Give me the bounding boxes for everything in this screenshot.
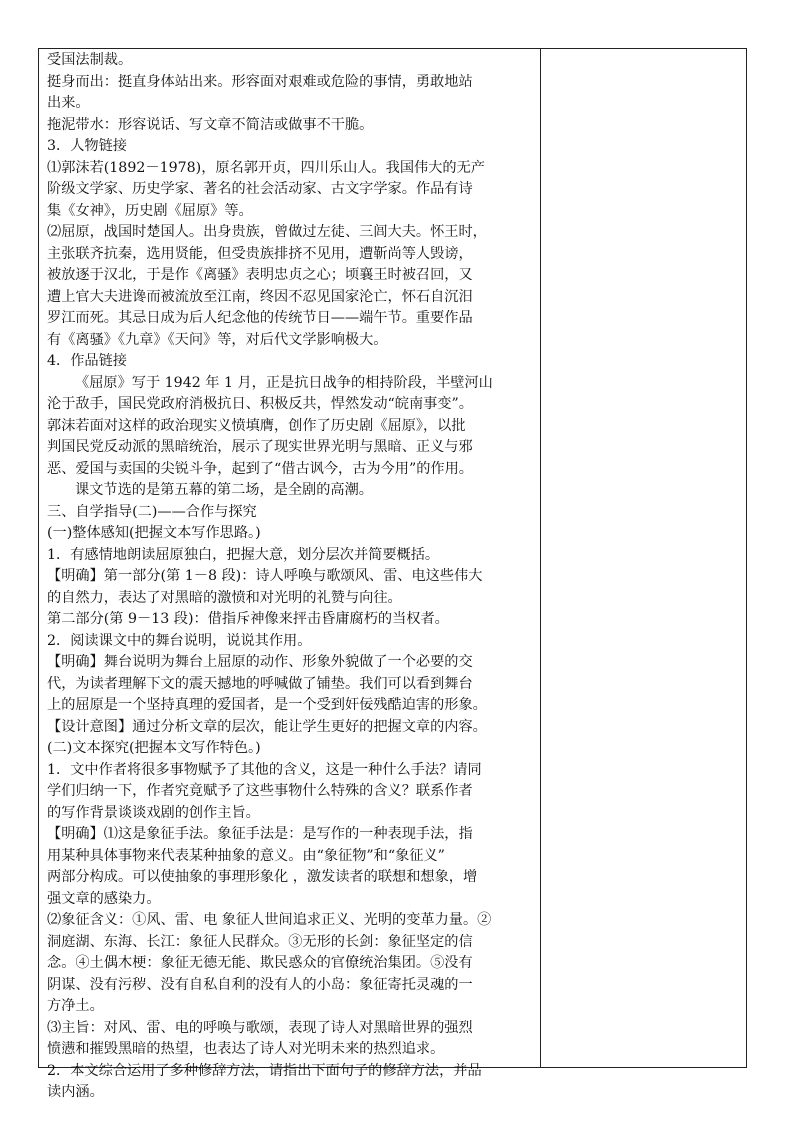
text-line: 阴谋、没有污秽、没有自私自利的没有人的小岛：象征寄托灵魂的一 [47,976,473,993]
text-line: (二)文本探究(把握本文写作特色。) [47,740,261,756]
text-line: 2．本文综合运用了多种修辞方法，请指出下面句子的修辞方法，并品 [47,1062,482,1079]
text-line: 受国法制裁。 [47,52,133,68]
text-line: 【设计意图】通过分析文章的层次，能让学生更好的把握文章的内容。 [47,718,487,735]
text-line: 遭上官大夫进谗而被流放至江南，终因不忍见国家沦亡，怀石自沉汨 [47,288,473,305]
text-line: 【明确】第一部分(第 1－8 段)：诗人呼唤与歌颂风、雷、电这些伟大 [47,568,483,584]
text-line: 用某种具体事物来代表某种抽象的意义。由“象征物”和“象征义” [47,847,445,864]
text-line: 1．有感情地朗读屈原独白，把握大意，划分层次并简要概括。 [47,546,440,563]
text-line: 读内涵。 [47,1084,104,1100]
text-line: ⑶主旨：对风、雷、电的呼唤与歌颂，表现了诗人对黑暗世界的强烈 [47,1019,473,1036]
text-line: 学们归纳一下，作者究竟赋予了这些事物什么特殊的含义？联系作者 [47,783,473,799]
content-cell [39,49,541,1100]
text-line: 罗江而死。其忌日成为后人纪念他的传统节日——端午节。重要作品 [47,310,473,326]
text-line: 【明确】舞台说明为舞台上屈原的动作、形象外貌做了一个必要的交 [47,654,473,670]
text-line: 上的屈原是一个坚持真理的爱国者，是一个受到奸佞残酷迫害的形象。 [47,697,487,713]
text-line: 4．作品链接 [47,353,127,369]
text-line: 3．人物链接 [47,138,127,154]
text-line: 代，为读者理解下文的震天撼地的呼喊做了铺垫。我们可以看到舞台 [47,675,473,692]
text-line: 郭沫若面对这样的政治现实义愤填膺，创作了历史剧《屈原》，以批 [47,417,466,434]
text-line: 判国民党反动派的黑暗统治，展示了现实世界光明与黑暗、正义与邪 [47,439,473,455]
text-line: 挺身而出：挺直身体站出来。形容面对艰难或危险的事情，勇敢地站 [47,73,473,90]
text-line: ⑵象征含义：①风、雷、电 象征人世间追求正义、光明的变革力量。② [47,912,492,928]
lesson-table [38,48,747,1100]
text-line: 第二部分(第 9－13 段)：借指斥神像来抨击昏庸腐朽的当权者。 [47,611,449,627]
text-line: 有《离骚》《九章》《天问》等，对后代文学影响极大。 [47,331,388,348]
text-line: 2．阅读课文中的舞台说明，说说其作用。 [47,632,312,649]
text-line: 出来。 [47,95,90,111]
text-line: 恶、爱国与卖国的尖锐斗争，起到了“借古讽今，古为今用”的作用。 [47,460,473,477]
text-line: 愤懑和摧毁黑暗的热望，也表达了诗人对光明未来的热烈追求。 [47,1041,445,1057]
text-line: ⑴郭沫若(1892－1978)，原名郭开贞，四川乐山人。我国伟大的无产 [47,159,485,176]
text-line: 的自然力，表达了对黑暗的激愤和对光明的礼赞与向往。 [47,589,402,606]
text-line: 强文章的感染力。 [47,890,161,907]
text-line: 【明确】⑴这是象征手法。象征手法是：是写作的一种表现手法，指 [47,826,473,842]
text-line: 被放逐于汉北，于是作《离骚》表明忠贞之心；顷襄王时被召回，又 [47,267,473,283]
text-line: 三、自学指导(二)——合作与探究 [47,503,257,520]
text-line: 念。④土偶木梗：象征无德无能、欺民惑众的官僚统治集团。⑤没有 [47,955,473,971]
text-line: 《屈原》写于 1942 年 1 月，正是抗日战争的相持阶段，半壁河山 [75,374,493,391]
text-line: 的写作背景谈谈戏剧的创作主旨。 [47,804,260,821]
text-line: 1．文中作者将很多事物赋予了其他的含义，这是一种什么手法？请同 [47,761,482,778]
notes-cell [541,49,746,1067]
text-line: 拖泥带水：形容说话、写文章不简洁或做事不干脆。 [47,116,374,133]
text-line: 方净土。 [47,998,104,1014]
text-line: ⑵屈原，战国时楚国人。出身贵族，曾做过左徒、三闾大夫。怀王时， [47,224,487,240]
text-line: 两部分构成。可以使抽象的事理形象化 ，激发读者的联想和想象，增 [47,869,478,885]
text-line: 阶级文学家、历史学家、著名的社会活动家、古文字学家。作品有诗 [47,181,473,197]
text-line: 主张联齐抗秦，选用贤能，但受贵族排挤不见用，遭靳尚等人毁谤， [47,245,473,262]
text-line: 课文节选的是第五幕的第二场，是全剧的高潮。 [75,482,373,498]
text-line: 集《女神》，历史剧《屈原》等。 [47,202,253,219]
text-line: 沦于敌手，国民党政府消极抗日、积极反共，悍然发动“皖南事变”。 [47,396,473,412]
text-line: (一)整体感知(把握文本写作思路。) [47,525,261,541]
text-line: 洞庭湖、东海、长江：象征人民群众。③无形的长剑：象征坚定的信 [47,933,473,950]
